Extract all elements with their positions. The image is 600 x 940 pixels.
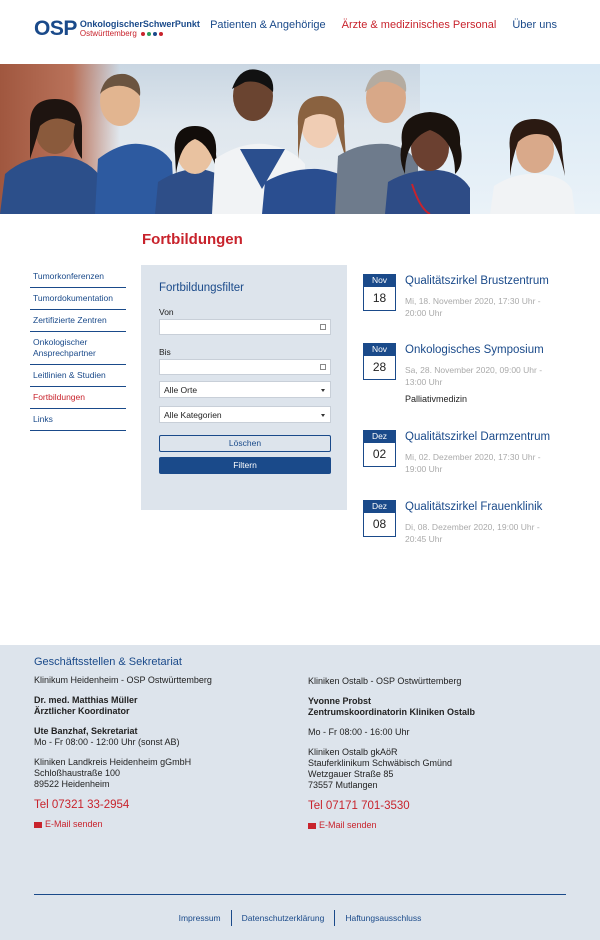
address-line: Schloßhaustraße 100 [34, 768, 121, 778]
sidebar-item-tumordokumentation[interactable]: Tumordokumentation [30, 288, 126, 310]
event-title[interactable]: Qualitätszirkel Frauenklinik [405, 501, 543, 513]
filter-title: Fortbildungsfilter [159, 282, 245, 294]
chevron-down-icon [321, 389, 325, 392]
event-title[interactable]: Qualitätszirkel Darmzentrum [405, 431, 551, 443]
clinic-name: Kliniken Ostalb - OSP Ostwürttemberg [308, 676, 462, 686]
event-datetime: Mi, 18. November 2020, 17:30 Uhr - 20:00 Uhr [405, 296, 541, 318]
sidebar-item-tumorkonferenzen[interactable]: Tumorkonferenzen [30, 266, 126, 288]
contact-role: Zentrumskoordinatorin Kliniken Ostalb [308, 707, 476, 717]
to-label: Bis [159, 347, 171, 357]
filter-button[interactable]: Filtern [159, 457, 331, 474]
contact-name: Ute Banzhaf, Sekretariat [34, 726, 138, 736]
hero-image [0, 64, 600, 214]
event-category: Palliativmedizin [405, 394, 468, 404]
privacy-link[interactable]: Datenschutzerklärung [241, 913, 325, 923]
address-line: 73557 Mutlangen [308, 780, 378, 790]
date-day: 28 [363, 356, 396, 380]
nav-doctors[interactable]: Ärzte & medizinisches Personal [341, 19, 497, 31]
date-day: 02 [363, 443, 396, 467]
category-select-value: Alle Kategorien [164, 410, 222, 420]
contact-name: Dr. med. Matthias Müller [34, 695, 138, 705]
event-datetime: Sa, 28. November 2020, 09:00 Uhr - 13:00 Uhr [405, 365, 543, 387]
filter-panel [141, 265, 347, 510]
date-month: Dez [363, 430, 396, 443]
date-day: 18 [363, 287, 396, 311]
envelope-icon [308, 823, 316, 829]
sidebar-item-links[interactable]: Links [30, 409, 126, 431]
page-title: Fortbildungen [142, 231, 243, 248]
event-title[interactable]: Onkologisches Symposium [405, 344, 544, 356]
email-link[interactable] [34, 819, 284, 830]
main-nav [194, 19, 557, 31]
clear-button[interactable]: Löschen [159, 435, 331, 452]
footer-heading: Geschäftsstellen & Sekretariat [34, 656, 182, 668]
date-month: Nov [363, 343, 396, 356]
event-datetime: Mi, 02. Dezember 2020, 17:30 Uhr - 19:00 Uhr [405, 452, 541, 474]
osp-logo[interactable] [34, 18, 200, 40]
logo-mark: OSP [34, 17, 77, 40]
chevron-down-icon [321, 414, 325, 417]
hero-people-illustration [0, 64, 600, 214]
date-badge [363, 274, 396, 311]
envelope-icon [34, 822, 42, 828]
logo-dot [159, 32, 163, 36]
address-line: Stauferklinikum Schwäbisch Gmünd [308, 758, 453, 768]
email-link[interactable] [308, 820, 568, 831]
logo-dot [141, 32, 145, 36]
nav-about[interactable]: Über uns [512, 19, 557, 31]
from-date-input[interactable] [159, 319, 331, 335]
logo-line2-text: Ostwürttemberg [79, 29, 137, 38]
logo-dots [141, 32, 163, 36]
contact-name: Yvonne Probst [308, 696, 372, 706]
from-label: Von [159, 307, 174, 317]
address-line: Kliniken Landkreis Heidenheim gGmbH [34, 757, 192, 767]
location-select[interactable] [159, 381, 331, 398]
email-link-label: E-Mail senden [319, 820, 377, 830]
date-badge [363, 430, 396, 467]
logo-line1: OnkologischerSchwerPunkt [79, 19, 200, 29]
footer-divider [34, 894, 566, 895]
address-line: Kliniken Ostalb gkAöR [308, 747, 398, 757]
to-date-input[interactable] [159, 359, 331, 375]
logo-dot [147, 32, 151, 36]
office-hours: Mo - Fr 08:00 - 16:00 Uhr [308, 727, 410, 737]
date-badge [363, 343, 396, 380]
clinic-name: Klinikum Heidenheim - OSP Ostwürttemberg [34, 675, 212, 685]
date-month: Dez [363, 500, 396, 513]
logo-line2 [80, 29, 200, 39]
calendar-icon [320, 364, 326, 370]
event-datetime: Di, 08. Dezember 2020, 19:00 Uhr - 20:45 Uhr [405, 522, 540, 544]
footer-links [0, 913, 600, 926]
nav-patients[interactable]: Patienten & Angehörige [210, 19, 326, 31]
contact-role: Ärztlicher Koordinator [34, 706, 130, 716]
logo-text [80, 19, 200, 39]
date-day: 08 [363, 513, 396, 537]
location-select-value: Alle Orte [164, 385, 198, 395]
office-hours: Mo - Fr 08:00 - 12:00 Uhr (sonst AB) [34, 737, 180, 747]
date-badge [363, 500, 396, 537]
sidebar-nav [30, 266, 126, 431]
impressum-link[interactable]: Impressum [178, 913, 221, 923]
address-line: 89522 Heidenheim [34, 779, 110, 789]
phone-link[interactable]: Tel 07171 701-3530 [308, 800, 410, 812]
site-header [0, 0, 600, 64]
calendar-icon [320, 324, 326, 330]
sidebar-item-leitlinien[interactable]: Leitlinien & Studien [30, 365, 126, 387]
sidebar-item-fortbildungen[interactable]: Fortbildungen [30, 387, 126, 409]
site-footer [0, 645, 600, 940]
disclaimer-link[interactable]: Haftungsausschluss [345, 913, 422, 923]
address-line: Wetzgauer Straße 85 [308, 769, 394, 779]
category-select[interactable] [159, 406, 331, 423]
logo-dot [153, 32, 157, 36]
footer-contact-heidenheim [34, 675, 284, 830]
phone-link[interactable]: Tel 07321 33-2954 [34, 799, 130, 811]
sidebar-item-ansprechpartner[interactable]: Onkologischer Ansprechpartner [30, 332, 126, 365]
footer-contact-ostalb [308, 676, 568, 831]
sidebar-item-zertifizierte-zentren[interactable]: Zertifizierte Zentren [30, 310, 126, 332]
event-title[interactable]: Qualitätszirkel Brustzentrum [405, 275, 549, 287]
date-month: Nov [363, 274, 396, 287]
email-link-label: E-Mail senden [45, 819, 103, 829]
